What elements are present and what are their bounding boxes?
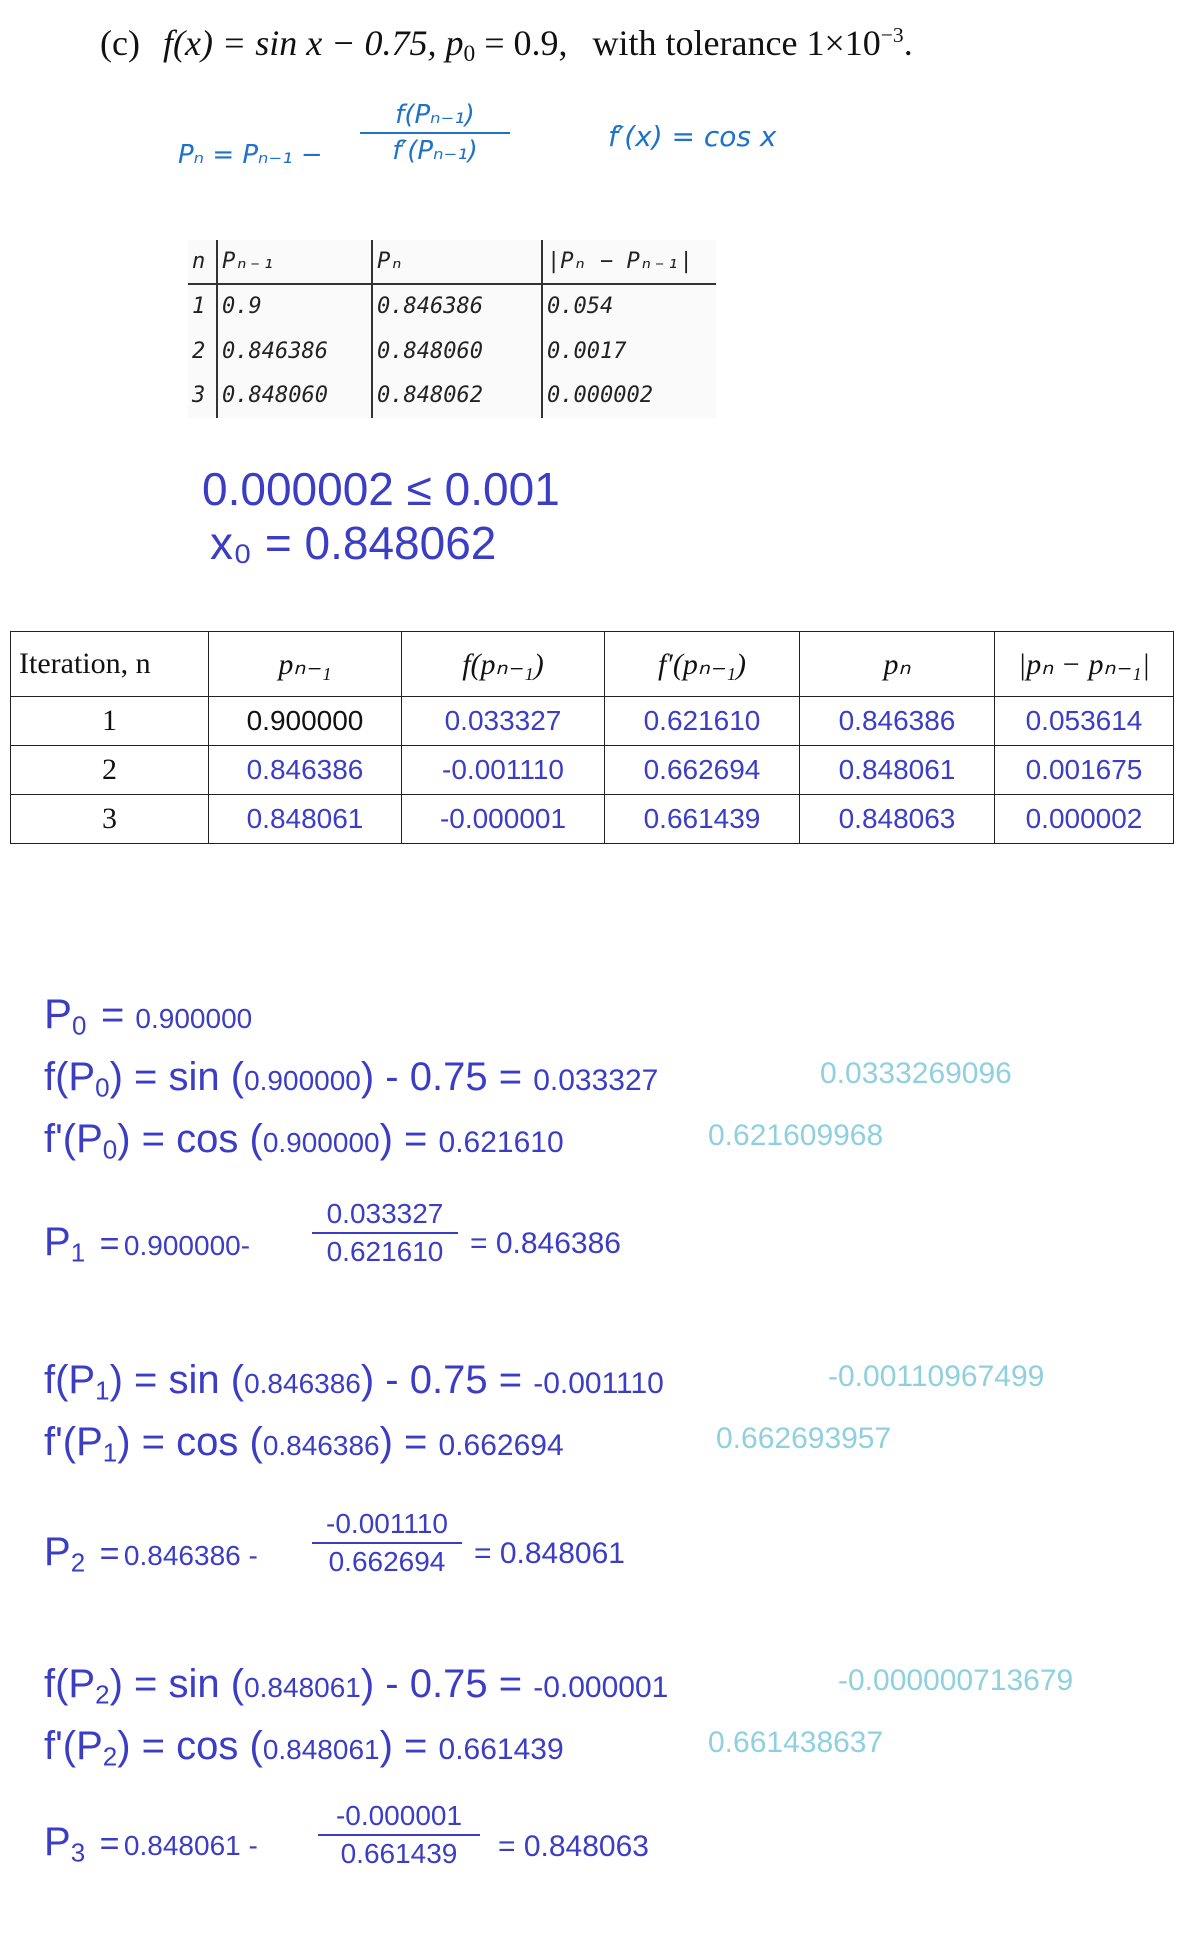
step2-fp-arg: 0.846386	[262, 1430, 380, 1461]
hand-table-header	[188, 240, 716, 284]
tolerance-text: with tolerance 1×10	[592, 23, 881, 63]
hand-cell: 1	[188, 284, 217, 329]
step2-p-sub: 2	[70, 1547, 86, 1578]
step3-fp-arg: 0.848061	[262, 1734, 380, 1765]
problem-function: f(x) = sin x − 0.75,	[162, 23, 437, 63]
p0-line-label: P	[44, 990, 73, 1037]
hand-table-row	[188, 329, 716, 373]
hand-cell: 0.848060	[217, 373, 372, 417]
results-cell: 0.662694	[605, 746, 800, 795]
results-cell: 0.053614	[995, 697, 1174, 746]
results-cell: 0.621610	[605, 697, 800, 746]
results-header-cell: |pₙ − pₙ₋₁|	[995, 632, 1174, 697]
step3-fp-label: f'(P	[44, 1724, 103, 1768]
step1-fraction	[312, 1198, 458, 1268]
results-header-cell: f′(pₙ₋₁)	[605, 632, 800, 697]
step3-fp-full: 0.661438637	[708, 1726, 884, 1759]
step3-f-value: -0.000001	[533, 1671, 669, 1704]
results-cell: 0.848061	[800, 746, 995, 795]
p0-value: = 0.9,	[475, 23, 568, 63]
results-cell: 0.846386	[209, 746, 402, 795]
results-header-cell: f(pₙ₋₁)	[402, 632, 605, 697]
hand-cell: 0.000002	[547, 382, 653, 408]
step2-fraction-bar	[312, 1542, 462, 1544]
step1-p-prev: 0.900000-	[123, 1230, 251, 1261]
formula-bar	[360, 132, 510, 134]
step1-denominator: 0.621610	[326, 1236, 444, 1267]
results-row	[11, 697, 1174, 746]
step1-fp-value: 0.621610	[438, 1126, 564, 1159]
hand-header-cell: |Pₙ − Pₙ₋₁|	[542, 240, 716, 284]
formula-denominator: f′(Pₙ₋₁)	[392, 136, 478, 166]
results-cell: 0.033327	[402, 697, 605, 746]
step1-p-line	[44, 1220, 250, 1269]
p0-line	[44, 990, 252, 1042]
hand-cell: 0.848060	[372, 329, 542, 373]
step2-f-sub: 1	[95, 1375, 110, 1406]
step1-p-eq: =	[99, 1225, 120, 1263]
step2-fp-full: 0.662693957	[716, 1422, 892, 1455]
results-row	[11, 795, 1174, 844]
step1-fp-label: f'(P	[44, 1117, 103, 1161]
hand-cell: 0.846386	[217, 329, 372, 373]
results-header-cell: Iteration, n	[11, 632, 209, 697]
results-cell: 3	[11, 795, 209, 844]
step3-f-label: f(P	[44, 1662, 96, 1706]
tolerance-end: .	[903, 23, 913, 63]
problem-label: (c)	[100, 23, 140, 63]
handwritten-table	[188, 240, 716, 418]
step1-fp-end: ) =	[379, 1117, 428, 1161]
hand-cell: 0.848062	[372, 373, 542, 417]
step2-f-value: -0.001110	[533, 1367, 664, 1400]
step2-p-eq: =	[99, 1535, 120, 1573]
formula-numerator: f(Pₙ₋₁)	[395, 100, 475, 130]
step2-numerator: -0.001110	[326, 1508, 448, 1539]
results-cell: 0.848063	[800, 795, 995, 844]
step1-f-label: f(P	[44, 1055, 96, 1099]
step2-fp-value: 0.662694	[438, 1429, 564, 1462]
step3-fp-end: ) =	[379, 1724, 428, 1768]
step3-fp-line	[44, 1724, 564, 1773]
p0-subscript: 0	[463, 40, 476, 67]
step3-f-sub: 2	[95, 1679, 110, 1710]
step1-f-end: ) - 0.75 =	[360, 1055, 523, 1099]
hand-header-cell: Pₙ₋₁	[217, 240, 372, 284]
step2-result: = 0.848061	[474, 1537, 625, 1570]
step2-fraction	[312, 1508, 462, 1578]
step3-fp-value: 0.661439	[438, 1733, 564, 1766]
step2-f-full: -0.00110967499	[828, 1360, 1045, 1393]
step2-p-line	[44, 1530, 258, 1579]
step2-f-arg: 0.846386	[244, 1368, 361, 1399]
step2-fp-label: f'(P	[44, 1420, 103, 1464]
results-cell: 0.848061	[209, 795, 402, 844]
p0-symbol: p	[445, 23, 464, 63]
step3-p-sub: 3	[70, 1837, 86, 1868]
results-cell: 1	[11, 697, 209, 746]
step3-p-eq: =	[99, 1825, 120, 1863]
step3-fraction	[318, 1800, 480, 1870]
hand-cell: 3	[188, 373, 217, 417]
results-cell: 0.661439	[605, 795, 800, 844]
hand-header-cell: n	[188, 240, 217, 284]
step3-f-arg: 0.848061	[244, 1672, 361, 1703]
step1-f-mid: ) = sin (	[109, 1055, 245, 1099]
results-header-row	[11, 632, 1174, 697]
step1-numerator: 0.033327	[326, 1198, 444, 1229]
hand-table-row	[188, 373, 716, 417]
step3-p-prev: 0.848061 -	[123, 1830, 258, 1861]
conclusion-inequality: 0.000002 ≤ 0.001	[202, 463, 560, 515]
step3-result: = 0.848063	[498, 1830, 649, 1863]
step2-f-line	[44, 1358, 664, 1407]
step1-fraction-bar	[312, 1232, 458, 1234]
results-cell: 0.000002	[995, 795, 1174, 844]
step2-f-end: ) - 0.75 =	[360, 1358, 523, 1402]
step1-fp-mid: ) = cos (	[117, 1117, 263, 1161]
hand-cell: 0.054	[547, 294, 614, 320]
results-cell: 0.846386	[800, 697, 995, 746]
results-cell: 0.001675	[995, 746, 1174, 795]
hand-cell: 0.0017	[547, 338, 627, 364]
conclusion-root: x₀ = 0.848062	[210, 517, 497, 569]
results-cell: 0.900000	[209, 697, 402, 746]
step1-p-sub: 1	[70, 1237, 86, 1268]
step3-f-end: ) - 0.75 =	[360, 1662, 523, 1706]
step3-p-line	[44, 1820, 258, 1869]
hand-table-row	[188, 284, 716, 329]
hand-header-cell: Pₙ	[372, 240, 542, 284]
step3-numerator: -0.000001	[335, 1800, 463, 1831]
step3-p-label: P	[44, 1820, 71, 1864]
results-header-cell: pₙ	[800, 632, 995, 697]
step1-fp-arg: 0.900000	[262, 1127, 380, 1158]
tolerance-exponent: −3	[880, 23, 904, 48]
step3-fraction-bar	[318, 1834, 480, 1836]
step1-f-full: 0.0333269096	[820, 1057, 1012, 1090]
step1-f-value: 0.033327	[533, 1064, 659, 1097]
step2-f-mid: ) = sin (	[109, 1358, 245, 1402]
step1-f-sub: 0	[95, 1072, 110, 1103]
step2-denominator: 0.662694	[328, 1546, 446, 1577]
derivative-formula: f′(x) = cos x	[608, 120, 777, 153]
step3-f-mid: ) = sin (	[109, 1662, 245, 1706]
step1-f-line	[44, 1055, 658, 1104]
step1-p-label: P	[44, 1220, 71, 1264]
hand-cell: 0.9	[217, 284, 372, 329]
step2-p-prev: 0.846386 -	[123, 1540, 258, 1571]
results-header-cell: pₙ₋₁	[209, 632, 402, 697]
p0-line-eq: =	[100, 993, 136, 1037]
hand-cell: 2	[188, 329, 217, 373]
results-cell: -0.000001	[402, 795, 605, 844]
hand-cell: 0.846386	[372, 284, 542, 329]
step3-f-line	[44, 1662, 668, 1711]
step2-fp-line	[44, 1420, 564, 1469]
step1-fp-sub: 0	[102, 1134, 118, 1165]
problem-statement	[100, 22, 913, 68]
step1-result: = 0.846386	[470, 1227, 621, 1260]
results-row	[11, 746, 1174, 795]
results-table	[10, 631, 1174, 844]
step3-fp-mid: ) = cos (	[117, 1724, 263, 1768]
step1-fp-line	[44, 1117, 564, 1166]
step3-fp-sub: 2	[102, 1741, 118, 1772]
step2-fp-sub: 1	[102, 1437, 118, 1468]
newton-formula-lhs: Pₙ = Pₙ₋₁ −	[178, 140, 323, 170]
results-cell: 2	[11, 746, 209, 795]
step1-fp-full: 0.621609968	[708, 1119, 884, 1152]
step3-f-full: -0.000000713679	[838, 1664, 1074, 1697]
newton-formula-fraction	[360, 100, 510, 166]
p0-line-sub: 0	[72, 1010, 87, 1041]
results-cell: -0.001110	[402, 746, 605, 795]
step3-denominator: 0.661439	[340, 1838, 458, 1869]
step2-fp-mid: ) = cos (	[117, 1420, 263, 1464]
p0-line-value: 0.900000	[135, 1003, 253, 1034]
step2-p-label: P	[44, 1530, 71, 1574]
step1-f-arg: 0.900000	[244, 1065, 361, 1096]
step2-fp-end: ) =	[379, 1420, 428, 1464]
step2-f-label: f(P	[44, 1358, 96, 1402]
